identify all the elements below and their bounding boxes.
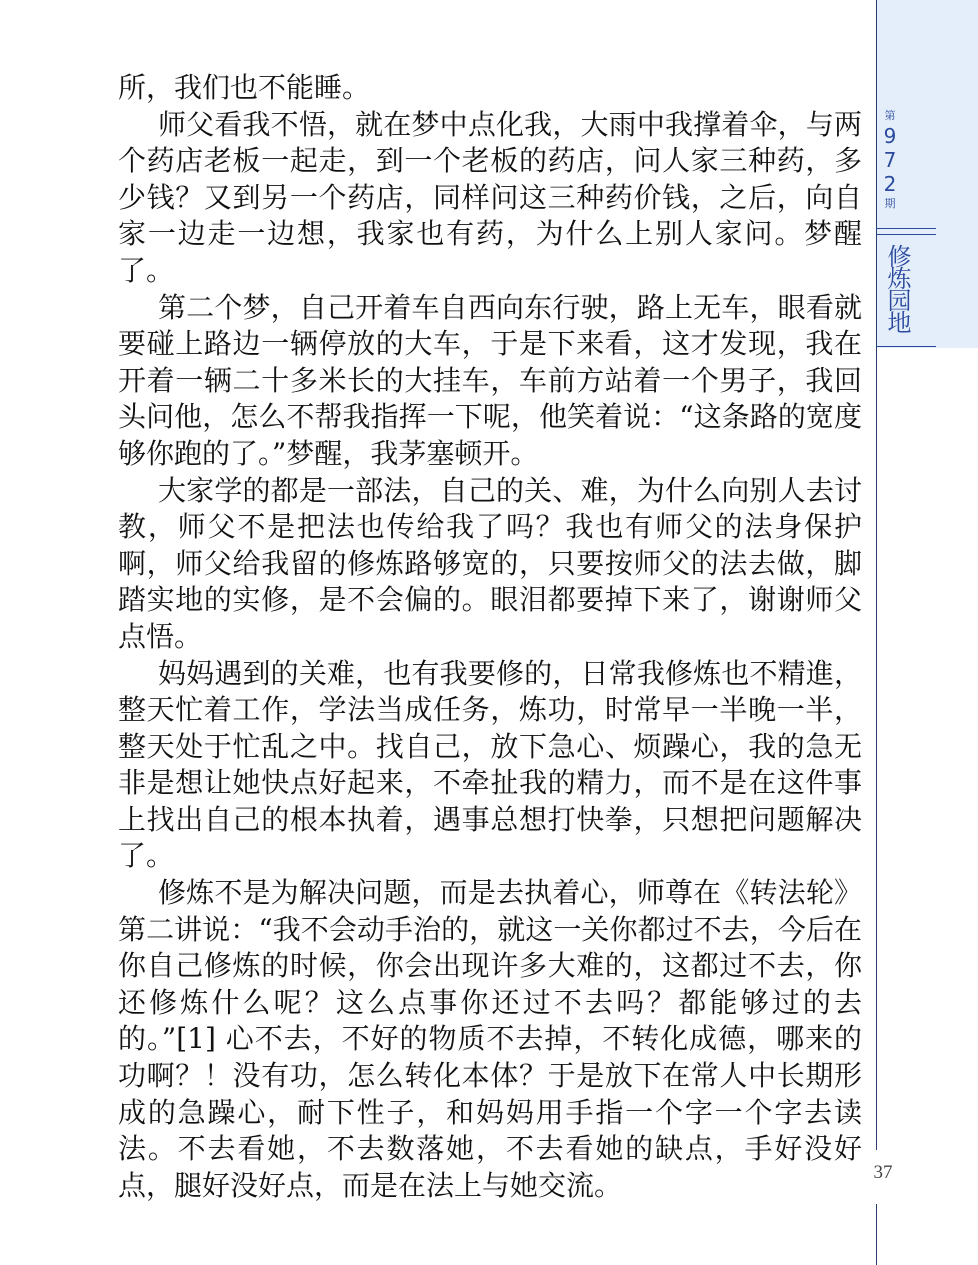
- issue-suffix: 期: [884, 197, 896, 210]
- page-number: 37: [873, 1162, 893, 1183]
- issue-digit: 2: [883, 172, 897, 196]
- divider: [876, 346, 936, 347]
- paragraph: 第二个梦，自己开着车自西向东行驶，路上无车，眼看就要碰上路边一辆停放的大车，于是下来看，这才发现，我在开着一辆二十多米长的大挂车，车前方站着一个男子，我回头问他，怎么不帮我指挥一下呢，他笑着说：“这条路的宽度够你跑的了。”梦醒，我茅塞顿开。: [118, 290, 862, 470]
- issue-digit: 9: [883, 124, 897, 148]
- issue-number: [880, 108, 900, 212]
- paragraph: 妈妈遇到的关难，也有我要修的，日常我修炼也不精進，整天忙着工作，学法当成任务，炼功，时常早一半晚一半，整天处于忙乱之中。找自己，放下急心、烦躁心，我的急无非是想让她快点好起来，不牵扯我的精力，而不是在这件事上找出自己的根本执着，遇事总想打快拳，只想把问题解决了。: [118, 656, 862, 873]
- paragraph: 修炼不是为解决问题，而是去执着心，师尊在《转法轮》第二讲说：“我不会动手治的，就这一关你都过不去，今后在你自己修炼的时候，你会出现许多大难的，这都过不去，你还修炼什么呢？这么点事你还过不去吗？都能够过的去的。”[1] 心不去，不好的物质不去掉，不转化成德，哪来的功啊？！没有功，怎么转化本体？于是放下在常人中长期形成的急躁心，耐下性子，和妈妈用手指一个字一个字去读法。不去看她，不去数落她，不去看她的缺点，手好没好点，腿好没好点，而是在法上与她交流。: [118, 876, 862, 1202]
- paragraph: 大家学的都是一部法，自己的关、难，为什么向别人去讨教，师父不是把法也传给我了吗？我也有师父的法身保护啊，师父给我留的修炼路够宽的，只要按师父的法去做，脚踏实地的实修，是不会偏的。眼泪都要掉下来了，谢谢师父点悟。: [118, 473, 862, 653]
- divider: [876, 234, 936, 235]
- issue-prefix: 第: [884, 109, 896, 122]
- issue-digit: 7: [883, 148, 897, 172]
- column-title: 修炼园地: [883, 244, 911, 332]
- paragraph: 师父看我不悟，就在梦中点化我，大雨中我撑着伞，与两个药店老板一起走，到一个老板的药店，问人家三种药，多少钱？又到另一个药店，同样问这三种药价钱，之后，向自家一边走一边想，我家也有药，为什么上别人家问。梦醒了。: [118, 107, 862, 287]
- paragraph: 所，我们也不能睡。: [118, 71, 371, 104]
- sidebar-rule-bottom: [876, 1204, 877, 1265]
- divider: [876, 228, 936, 229]
- sidebar-rule: [876, 0, 877, 1150]
- article-body: [118, 70, 862, 1204]
